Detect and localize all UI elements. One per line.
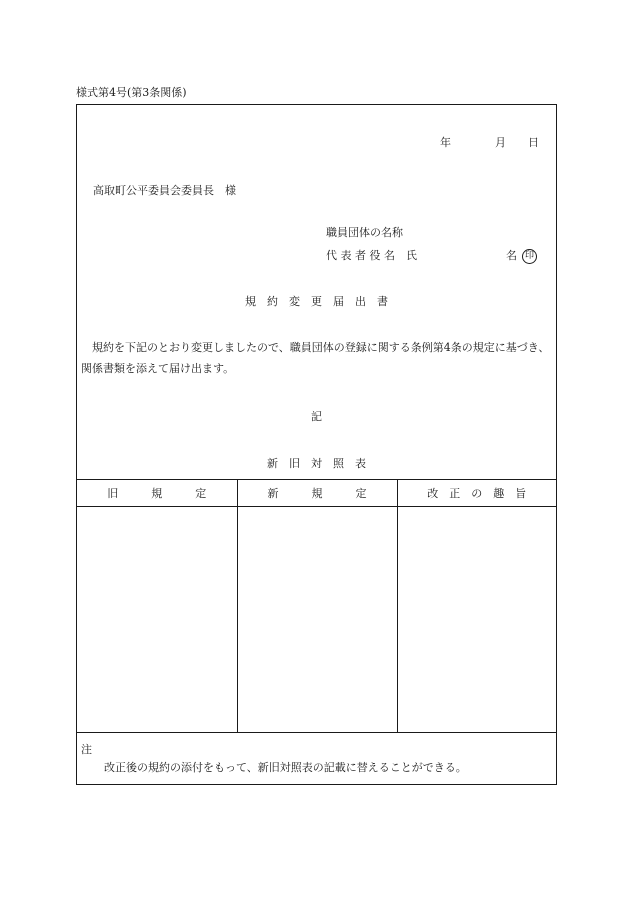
date-day-label: 日 bbox=[528, 136, 539, 149]
table-title: 新 旧 対 照 表 bbox=[267, 457, 366, 470]
body-text: 規約を下記のとおり変更しましたので、職員団体の登録に関する条例第4条の規定に基づき、関係書類を添えて届け出ます。 bbox=[81, 341, 550, 375]
date-month-label: 月 bbox=[495, 136, 506, 149]
note-cell bbox=[77, 733, 556, 786]
date-line bbox=[440, 134, 539, 150]
new-rules-cell[interactable] bbox=[237, 507, 397, 733]
header-reason: 改 正 の 趣 旨 bbox=[397, 480, 556, 507]
note-text: 改正後の規約の添付をもって、新旧対照表の記載に替えることができる。 bbox=[104, 761, 467, 774]
document-title: 規 約 変 更 届 出 書 bbox=[245, 295, 388, 308]
date-year-label: 年 bbox=[440, 136, 451, 149]
addressee: 高取町公平委員会委員長 様 bbox=[93, 184, 236, 197]
seal-mark: 印 bbox=[522, 249, 537, 264]
form-number: 様式第4号(第3条関係) bbox=[76, 86, 187, 99]
old-rules-cell[interactable] bbox=[77, 507, 237, 733]
table-row bbox=[77, 507, 556, 733]
sender-org-label: 職員団体の名称 bbox=[326, 226, 403, 239]
reason-cell[interactable] bbox=[397, 507, 556, 733]
comparison-table bbox=[77, 479, 556, 785]
note-row bbox=[77, 733, 556, 786]
sender-rep-label: 代 表 者 役 名 氏 bbox=[326, 249, 417, 262]
sender-name-field bbox=[506, 247, 537, 264]
header-new-rules: 新 規 定 bbox=[237, 480, 397, 507]
sender-name-label: 名 bbox=[506, 249, 517, 262]
ki-heading: 記 bbox=[311, 410, 322, 423]
table-header-row bbox=[77, 480, 556, 507]
form-frame bbox=[76, 104, 557, 785]
note-label: 注 bbox=[81, 743, 92, 756]
header-old-rules: 旧 規 定 bbox=[77, 480, 237, 507]
